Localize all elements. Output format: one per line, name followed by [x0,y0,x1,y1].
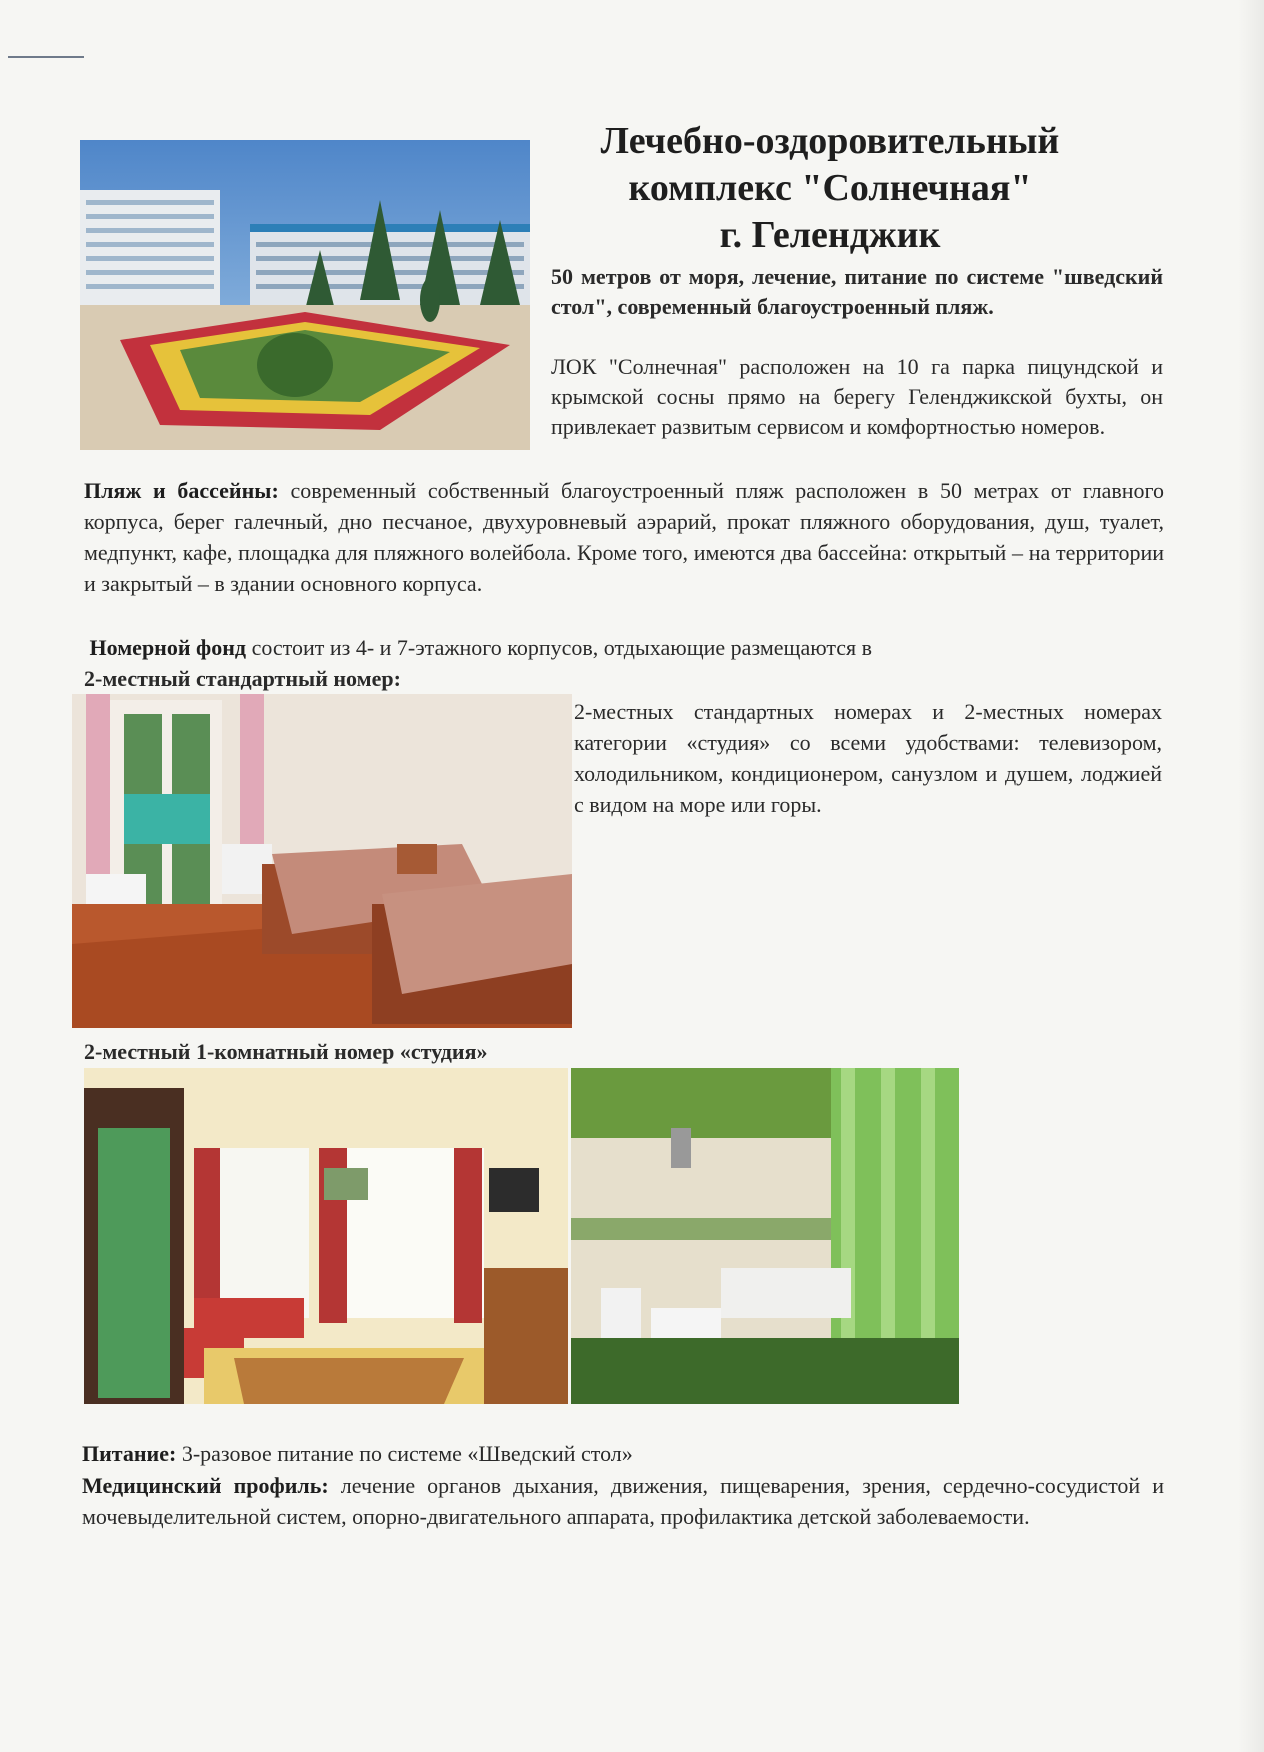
food-paragraph [82,1438,1164,1469]
intro-lead: 50 метров от моря, лечение, питание по системе "шведский стол", современный благоустроенный пляж. [551,264,1163,319]
studio-room-photo [84,1068,568,1404]
bathroom-photo [571,1068,959,1404]
food-label: Питание: [82,1441,177,1466]
rooms-label: Номерной фонд [89,635,247,660]
intro-description: ЛОК "Солнечная" расположен на 10 га парка пицундской и крымской сосны прямо на берегу Геленджикской бухты, он привлекает развитым сервисом и комфортностью номеров. [551,354,1163,439]
medical-label: Медицинский профиль: [82,1473,329,1498]
rooms-text: состоит из 4- и 7-этажного корпусов, отдыхающие размещаются в [246,635,873,660]
scan-mark [8,56,84,58]
beach-text: современный собственный благоустроенный пляж расположен в 50 метрах от главного корпуса, берег галечный, дно песчаное, двухуровневый аэрарий, прокат пляжного оборудования, душ, туалет, медпункт, кафе, площадка для пляжного волейбола. Кроме того, имеются два бассейна: открытый – на территории и закрытый – в здании основного корпуса. [84,478,1164,596]
rooms-continuation: 2-местных стандартных номерах и 2-местных номерах категории «студия» со всеми удобствами: телевизором, холодильником, кондиционером, санузлом и душем, лоджией с видом на море или горы. [574,699,1162,817]
beach-label: Пляж и бассейны: [84,478,279,503]
title-line-1: Лечебно-оздоровительный [600,120,1060,162]
beach-paragraph [84,475,1164,599]
rooms-paragraph [84,633,1164,663]
resort-building-photo [80,140,530,450]
standard-room-caption: 2-местный стандартный номер: [84,666,401,691]
title-line-2: комплекс "Солнечная" [628,167,1032,209]
medical-text: лечение органов дыхания, движения, пищеварения, зрения, сердечно-сосудистой и мочевыделительной систем, опорно-двигательного аппарата, профилактика детской заболеваемости. [82,1473,1165,1529]
studio-room-caption: 2-местный 1-комнатный номер «студия» [84,1039,488,1064]
page-edge-shadow [1238,0,1264,1752]
title-line-3: г. Геленджик [719,214,941,256]
medical-paragraph [82,1470,1164,1532]
standard-room-photo [72,694,572,1028]
food-text: 3-разовое питание по системе «Шведский стол» [176,1441,633,1466]
page-title [520,118,1140,259]
